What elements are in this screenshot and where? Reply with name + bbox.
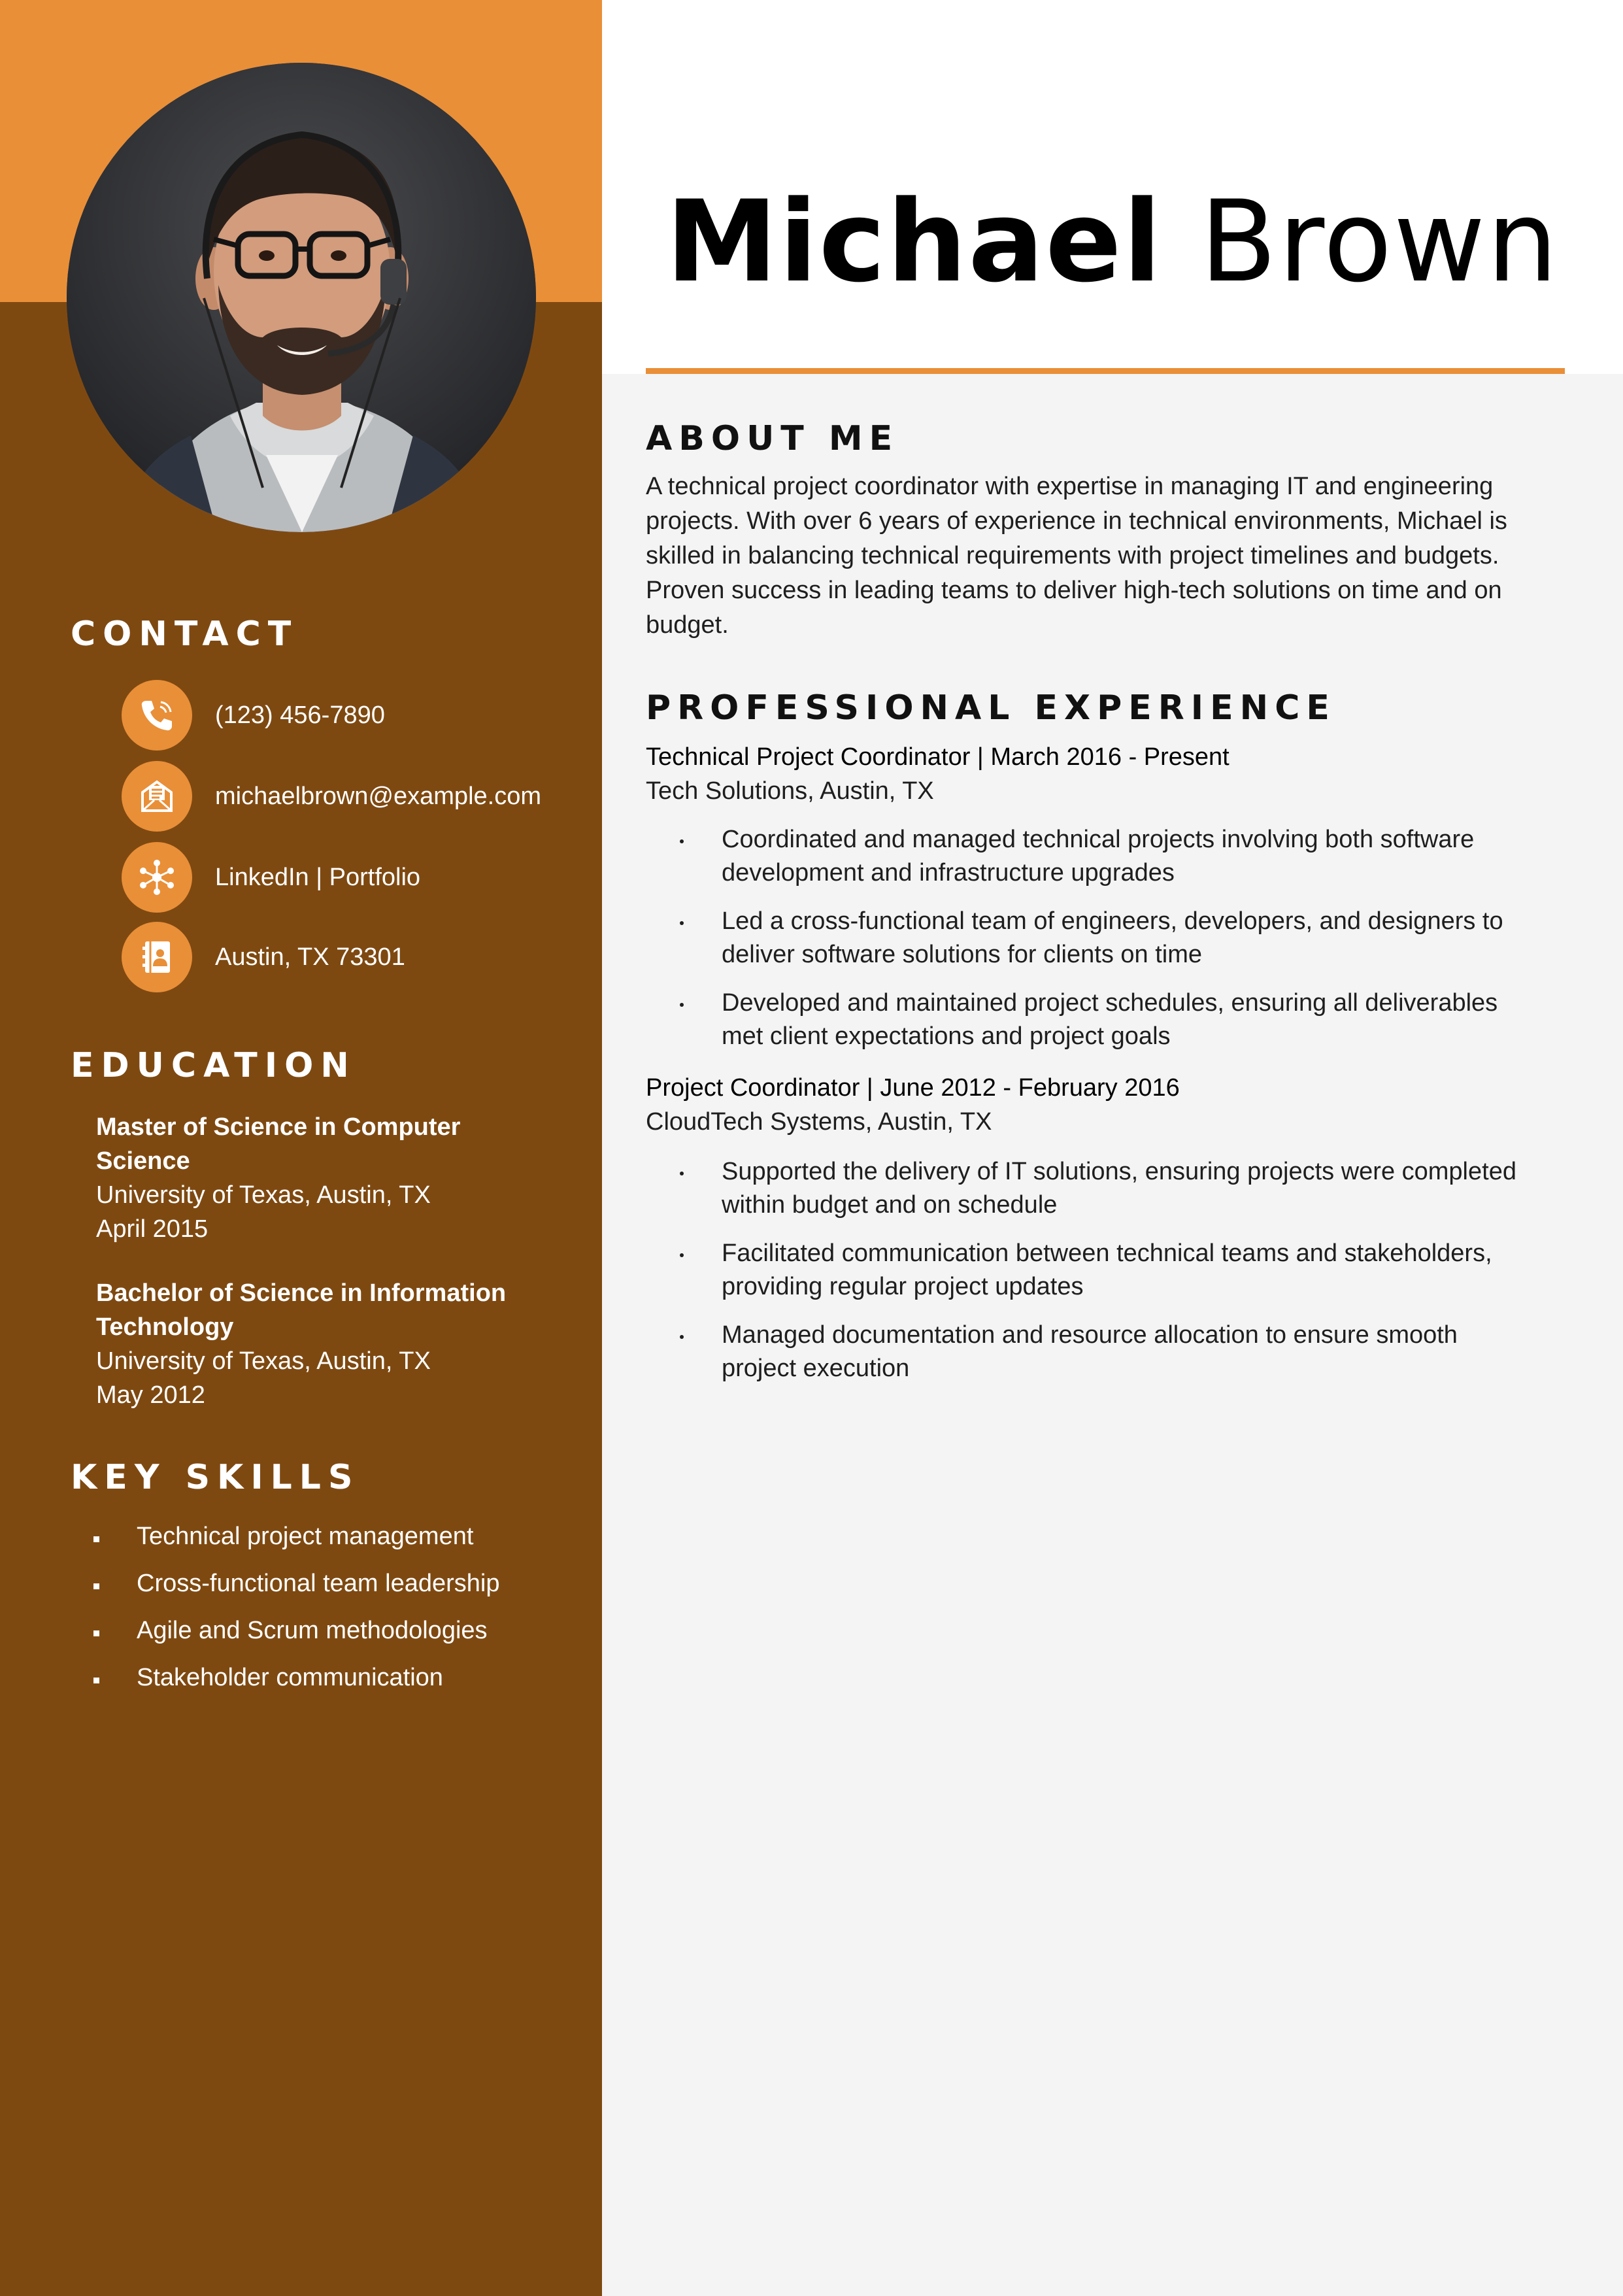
school-name: University of Texas, Austin, TX	[96, 1347, 431, 1375]
job-company: CloudTech Systems, Austin, TX	[646, 1108, 992, 1136]
job-title: Technical Project Coordinator | March 2016 - Present	[646, 743, 1230, 771]
bullet-icon	[680, 839, 684, 843]
job-title: Project Coordinator | June 2012 - February 2016	[646, 1074, 1180, 1102]
bullet-line: Supported the delivery of IT solutions, ensuring projects were completed	[722, 1158, 1516, 1185]
contact-heading: CONTACT	[71, 615, 299, 654]
degree-title: Bachelor of Science in Information	[96, 1279, 507, 1307]
profile-photo	[67, 63, 536, 532]
contact-phone	[122, 680, 579, 751]
about-line: Proven success in leading teams to deliver high-tech solutions on time and on	[646, 577, 1502, 604]
bullet-icon	[680, 1335, 684, 1339]
bullet-line: Coordinated and managed technical projects involving both software	[722, 826, 1475, 853]
skills-heading: KEY SKILLS	[71, 1458, 360, 1497]
bullet-line: Managed documentation and resource allocation to ensure smooth	[722, 1321, 1458, 1349]
bullet-line: Developed and maintained project schedules, ensuring all deliverables	[722, 989, 1498, 1017]
skill-label: Technical project management	[137, 1523, 474, 1550]
degree-title-continued: Science	[96, 1147, 190, 1175]
job-bullets	[680, 1155, 1595, 1400]
about-heading: ABOUT ME	[646, 419, 899, 458]
education-heading: EDUCATION	[71, 1046, 356, 1085]
graduation-date: May 2012	[96, 1381, 205, 1409]
experience-heading: PROFESSIONAL EXPERIENCE	[646, 688, 1336, 728]
header-divider	[646, 368, 1565, 374]
skill-label: Cross-functional team leadership	[137, 1570, 500, 1597]
education-item	[96, 1110, 567, 1246]
job-bullet	[680, 823, 1595, 890]
skill-item	[92, 1566, 500, 1613]
bullet-line: Facilitated communication between technical teams and stakeholders,	[722, 1240, 1492, 1267]
degree-title-continued: Technology	[96, 1313, 234, 1341]
last-name: Brown	[1199, 176, 1560, 307]
contact-links	[122, 842, 579, 913]
contact-address-text: Austin, TX 73301	[215, 943, 405, 971]
job-bullet	[680, 905, 1595, 971]
bullet-icon	[680, 1253, 684, 1257]
bullet-line: deliver software solutions for clients on time	[722, 941, 1202, 968]
candidate-name	[602, 177, 1623, 307]
graduation-date: April 2015	[96, 1215, 209, 1243]
contact-phone-text: (123) 456-7890	[215, 701, 385, 729]
phone-icon	[122, 680, 192, 751]
skill-item	[92, 1613, 500, 1661]
about-line: A technical project coordinator with expertise in managing IT and engineering	[646, 473, 1494, 500]
bullet-icon	[93, 1536, 99, 1542]
about-line: budget.	[646, 611, 729, 639]
education-item	[96, 1276, 567, 1412]
skill-label: Stakeholder communication	[137, 1664, 443, 1691]
job-bullet	[680, 987, 1595, 1053]
contact-email-text[interactable]: michaelbrown@example.com	[215, 783, 541, 810]
bullet-line: project execution	[722, 1355, 910, 1382]
skill-item	[92, 1661, 500, 1708]
about-text	[646, 469, 1581, 643]
bullet-icon	[680, 1172, 684, 1175]
job-bullet	[680, 1155, 1595, 1222]
bullet-line: Led a cross-functional team of engineers, developers, and designers to	[722, 907, 1503, 935]
school-name: University of Texas, Austin, TX	[96, 1181, 431, 1209]
job-bullets	[680, 823, 1595, 1068]
bullet-line: within budget and on schedule	[722, 1191, 1058, 1219]
network-icon	[122, 842, 192, 913]
contact-links-text[interactable]: LinkedIn | Portfolio	[215, 864, 421, 891]
first-name: Michael	[665, 176, 1163, 307]
about-line: skilled in balancing technical requirements with project timelines and budgets.	[646, 542, 1499, 569]
bullet-icon	[93, 1630, 99, 1636]
degree-title: Master of Science in Computer	[96, 1113, 461, 1141]
bullet-icon	[93, 1583, 99, 1589]
contact-email	[122, 761, 579, 832]
address-book-icon	[122, 922, 192, 992]
email-icon	[122, 761, 192, 832]
skill-item	[92, 1519, 500, 1566]
contact-address	[122, 922, 579, 992]
job-company: Tech Solutions, Austin, TX	[646, 777, 934, 805]
job-bullet	[680, 1237, 1595, 1304]
skill-label: Agile and Scrum methodologies	[137, 1617, 488, 1644]
bullet-line: providing regular project updates	[722, 1273, 1084, 1300]
bullet-line: development and infrastructure upgrades	[722, 859, 1175, 886]
job-bullet	[680, 1319, 1595, 1385]
skills-list	[92, 1519, 500, 1708]
bullet-line: met client expectations and project goals	[722, 1022, 1171, 1050]
bullet-icon	[680, 1003, 684, 1007]
about-line: projects. With over 6 years of experience in technical environments, Michael is	[646, 507, 1507, 535]
bullet-icon	[680, 921, 684, 925]
bullet-icon	[93, 1678, 99, 1683]
